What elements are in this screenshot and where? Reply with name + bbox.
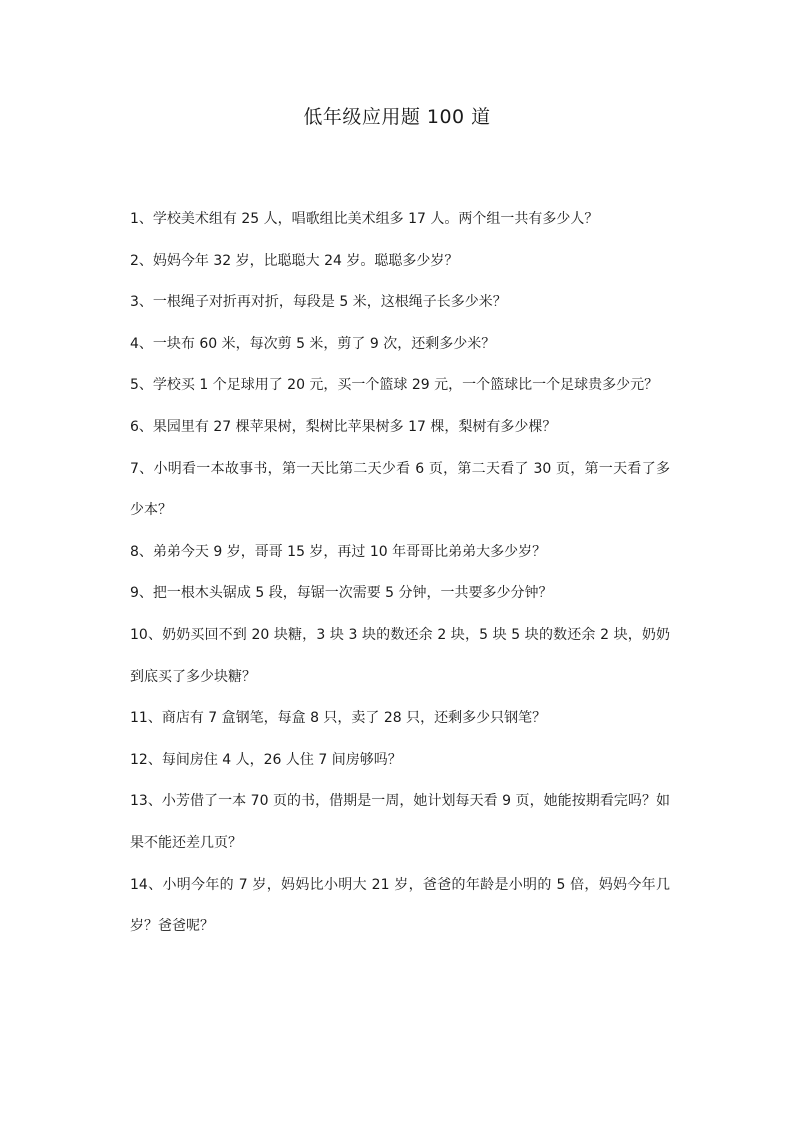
question-item: 13、小芳借了一本 70 页的书，借期是一周，她计划每天看 9 页，她能按期看完吗？如果不能还差几页？ (130, 793, 670, 851)
question-item: 2、妈妈今年 32 岁，比聪聪大 24 岁。聪聪多少岁？ (130, 252, 459, 269)
question-item: 9、把一根木头锯成 5 段，每锯一次需要 5 分钟，一共要多少分钟？ (130, 585, 553, 602)
question-item: 4、一块布 60 米，每次剪 5 米，剪了 9 次，还剩多少米？ (130, 335, 496, 352)
document-title: 低年级应用题 100 道 (303, 106, 491, 128)
question-item: 10、奶奶买回不到 20 块糖，3 块 3 块的数还余 2 块，5 块 5 块的数还余 2 块，奶奶到底买了多少块糖？ (130, 626, 670, 685)
question-item: 11、商店有 7 盒钢笔，每盒 8 只，卖了 28 只，还剩多少只钢笔？ (130, 710, 547, 727)
question-list (130, 199, 670, 948)
question-item: 12、每间房住 4 人，26 人住 7 间房够吗？ (130, 751, 402, 768)
question-item: 6、果园里有 27 棵苹果树，梨树比苹果树多 17 棵，梨树有多少棵？ (130, 418, 557, 435)
question-item: 5、学校买 1 个足球用了 20 元，买一个篮球 29 元，一个篮球比一个足球贵多少元？ (130, 377, 659, 394)
question-item: 7、小明看一本故事书，第一天比第二天少看 6 页，第二天看了 30 页，第一天看了多少本？ (130, 460, 670, 519)
question-item: 8、弟弟今天 9 岁，哥哥 15 岁，再过 10 年哥哥比弟弟大多少岁？ (130, 543, 547, 560)
question-item: 3、一根绳子对折再对折，每段是 5 米，这根绳子长多少米？ (130, 294, 507, 311)
question-item: 14、小明今年的 7 岁，妈妈比小明大 21 岁，爸爸的年龄是小明的 5 倍，妈妈今年几岁？爸爸呢？ (130, 876, 670, 935)
question-item: 1、学校美术组有 25 人，唱歌组比美术组多 17 人。两个组一共有多少人？ (130, 211, 599, 227)
